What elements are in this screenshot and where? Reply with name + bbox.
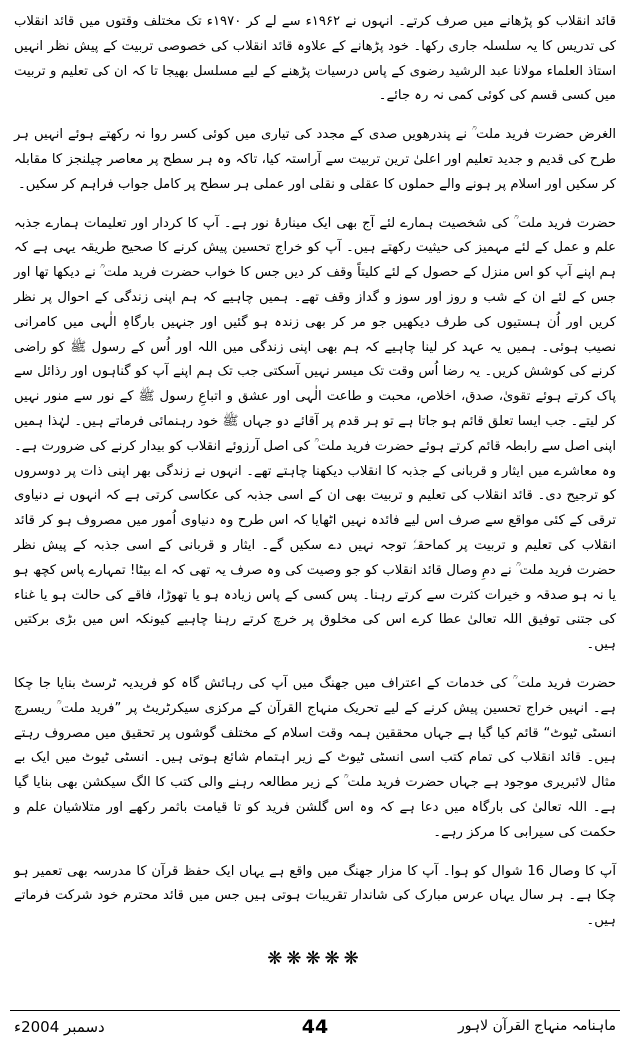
paragraph-5: آپ کا وصال 16 شوال کو ہوا۔ آپ کا مزار جھنگ میں واقع ہے یہاں ایک حفظ قرآن کا مدرسہ بھی تعمیر ہو چکا ہے۔ ہر سال یہاں عرس مبارک کی شاندار تقریبات ہوتی ہیں جس میں قائد محترم خود شرکت فرماتے ہیں۔ [14,863,616,929]
page-footer [14,1016,616,1040]
paragraph-3: حضرت فرید ملت ؒ کی شخصیت ہمارے لئے آج بھی ایک مینارۂ نور ہے۔ آپ کا کردار اور تعلیمات ہمارے جذبہ علم و عمل کے لئے مہمیز کی حیثیت رکھتے ہیں۔ آپ کو خراج تحسین پیش کرنے کا صحیح طریقہ یہی ہے کہ ہم اپنے آپ کو اس منزل کے حصول کے لئے کلیتاً وقف کر دیں جس کا خواب حضرت فرید ملت ؒ نے دیکھا تھا اور جس کے لئے ان کے شب و روز اور سوز و گداز وقف تھے۔ ہمیں چاہیے کہ ہم اپنی زندگی کے احوال پر نظر کریں اور اُن ہستیوں کی طرف دیکھیں جو مر کر بھی زندہ ہو گئیں اور جنہیں بارگاہِ الٰہی میں کامرانی نصیب ہوئی۔ ہمیں یہ عہد کر لینا چاہیے کہ ہم بھی اپنی زندگی میں اللہ اور اُس کے رسول ﷺ کو راضی کرنے کی کوشش کریں۔ یہ رضا اُس وقت تک میسر نہیں آسکتی جب تک ہم اپنے آپ کو گناہوں اور رذائل سے پاک کرتے ہوئے تقویٰ، صدق، اخلاص، محبت و طاعت الٰہی اور عشق و اتباعِ رسول ﷺ کے نور سے منور نہیں کر لیتے۔ جب ایسا تعلق قائم ہو جاتا ہے تو ہر قدم پر آقائے دو جہاں ﷺ خود رہنمائی فرماتے ہیں۔ لہٰذا ہمیں اپنی اصل سے رابطہ قائم کرتے ہوئے حضرت فرید ملت ؒ کی اصل آرزوئے انقلاب کو بیدار کرنے کی ضرورت ہے۔ وہ معاشرے میں ایثار و قربانی کے جذبہ کا انقلاب دیکھنا چاہتے تھے۔ انہوں نے زندگی بھر اپنی ذات پر دوسروں کو ترجیح دی۔ قائد انقلاب کی تعلیم و تربیت بھی ان کے اسی جذبہ کی عکاسی کرتی ہے کہ انہوں نے دنیاوی ترقی کے کئی مواقع سے صرف اس لیے فائدہ نہیں اٹھایا کہ اس طرح وہ دنیاوی اُمور میں مصروف ہو کر قائد انقلاب کی تعلیم و تربیت پر کماحقہٗ توجہ نہیں دے سکیں گے۔ ایثار و قربانی کے اسی جذبہ کے پیش نظر حضرت فرید ملت ؒ نے دمِ وصال قائد انقلاب کو جو وصیت کی وہ صرف یہ تھی کہ اے بیٹا! تمہارے پاس کچھ ہو یا نہ ہو صدقہ و خیرات کثرت سے کرتے رہنا۔ پس کسی کے پاس زیادہ ہو یا تھوڑا، فاقے کی حالت ہو یا غناء کی جتنی توفیق اللہ تعالیٰ عطا کرے اس کی مخلوق پر خرچ کرتے رہنا چاہیے کیونکہ اس میں بڑی برکتیں ہیں۔ [14,215,616,653]
paragraph-2: الغرض حضرت فرید ملت ؒ نے پندرھویں صدی کے مجدد کی تیاری میں کوئی کسر روا نہ رکھتے ہوئے انہیں ہر طرح کی قدیم و جدید تعلیم اور اعلیٰ ترین تربیت سے آراستہ کیا، تاکہ وہ ہر سطح پر معاصر چیلنجز کا مقابلہ کر سکیں اور اسلام پر ہونے والے حملوں کا عقلی و نقلی اور عملی ہر سطح پر کامل جواب فراہم کر سکیں۔ [14,127,616,192]
paragraph-4: حضرت فرید ملت ؒ کی خدمات کے اعتراف میں جھنگ میں آپ کی رہائش گاہ کو فریدیہ ٹرسٹ بنایا جا چکا ہے۔ انہیں خراج تحسین پیش کرنے کے لیے تحریک منہاج القرآن کے مرکزی سیکرٹریٹ پر ”فرید ملت ؒ ریسرچ انسٹی ٹیوٹ“ قائم کیا گیا ہے جہاں محققین ہمہ وقت اسلام کے مختلف گوشوں پر تحقیق میں مصروف رہتے ہیں۔ قائد انقلاب کی تمام کتب اسی انسٹی ٹیوٹ کے زیر اہتمام شائع ہوتی ہیں۔ انسٹی ٹیوٹ میں ایک بے مثال لائبریری موجود ہے جہاں حضرت فرید ملت ؒ کے زیر مطالعہ رہنے والی کتب کا الگ سیکشن بھی بنایا گیا ہے۔ اللہ تعالیٰ کی بارگاہ میں دعا ہے کہ وہ اس گلشن فرید کو تا قیامت باثمر رکھے اور متلاشیان علم و حکمت کی سیرابی کا مرکز رہے۔ [14,675,616,840]
magazine-title: ماہنامہ منہاج القرآن لاہور [457,1018,616,1034]
section-end-ornament: ❋❋❋❋❋ [267,947,363,969]
article-body [14,10,616,969]
footer-rule [10,1010,620,1011]
paragraph-1: قائد انقلاب کو پڑھانے میں صرف کرتے۔ انہوں نے ۱۹۶۲ء سے لے کر ۱۹۷۰ء تک مختلف وقتوں میں قائد انقلاب کی تدریس کا یہ سلسلہ جاری رکھا۔ خود پڑھانے کے علاوہ قائد انقلاب کی خصوصی تربیت کے پیش نظر انہیں استاذ العلماء مولانا عبد الرشید رضوی کے پاس درسیات پڑھنے کے لیے مسلسل بھیجا تا کہ ان کی تعلیم و تربیت میں کسی قسم کی کوئی کمی نہ رہ جائے۔ [14,14,617,104]
issue-date: دسمبر 2004ء [14,1018,105,1036]
page-number: 44 [301,1016,329,1038]
